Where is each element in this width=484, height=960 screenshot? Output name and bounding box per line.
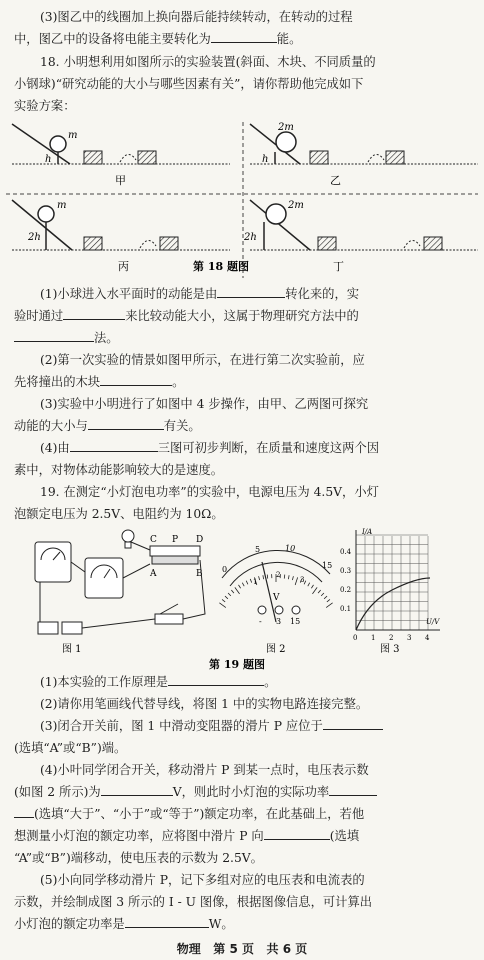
rheostat-label-p: P (172, 535, 179, 545)
circuit-figure (35, 530, 205, 655)
q18-p3-line2: 动能的大小与 有关。 (14, 419, 201, 433)
wood-block-moved (386, 151, 404, 164)
q18-intro-line3: 实验方案： (14, 99, 76, 113)
dial-inner-label-3: 3 (300, 576, 305, 584)
height-label: h (262, 154, 269, 165)
q19-p5-line3: 小灯泡的额定功率是 W。 (14, 917, 234, 931)
dial-tick (312, 587, 317, 593)
q19-figure-caption: 第 19 题图 (209, 658, 265, 671)
answer-blank[interactable] (14, 330, 94, 342)
wood-block (84, 151, 102, 164)
rheostat-label-c: C (150, 535, 157, 545)
mass-label: m (57, 200, 67, 211)
footer-page: 第 5 页 (213, 942, 254, 956)
q18-intro-line2: 小钢球)“研究动能的大小与哪些因素有关”，请你帮助他完成如下 (14, 77, 364, 91)
dial-tick (308, 583, 310, 587)
q19-p5-line2: 示数，并绘制成图 3 所示的 I - U 图像，根据图像信息，可计算出 (14, 895, 373, 909)
q19-p4-line5: “A”或“B”)端移动，使电压表的示数为 2.5V。 (14, 851, 263, 865)
dial-tick (295, 577, 297, 585)
rheostat-coil (152, 556, 198, 564)
dial-tick (238, 585, 240, 588)
q18-p2-line2: 先将撞出的木块 。 (14, 375, 185, 389)
switch-blade (160, 604, 178, 614)
dial-label-10: 10 (285, 544, 296, 553)
x-tick-4: 4 (425, 634, 430, 642)
q19-p4-line2: (如图 2 所示)为 V，则此时小灯泡的实际功率 (14, 784, 377, 800)
dial-tick (324, 596, 327, 599)
answer-blank[interactable] (70, 440, 158, 452)
dial-tick (326, 603, 332, 608)
dial-tick (284, 575, 285, 579)
panel-label: 乙 (330, 174, 341, 187)
wood-block (84, 237, 102, 250)
rheostat-label-d: D (196, 535, 204, 545)
dial-tick (288, 575, 289, 579)
mass-label: 2m (278, 122, 294, 133)
dial-tick (222, 599, 225, 602)
dial-tick (228, 593, 231, 596)
wood-block (318, 237, 336, 250)
q19-intro-line1: 19. 在测定“小灯泡电功率”的实验中，电源电压为 4.5V，小灯 (40, 485, 379, 499)
light-bulb (122, 530, 134, 542)
height-label: h (45, 154, 52, 165)
switch (155, 614, 183, 624)
answer-blank[interactable] (100, 374, 172, 386)
x-tick-2: 2 (389, 634, 394, 642)
q19-p4-line4: 想测量小灯泡的额定功率，应将图中滑片 P 向 (选填 (14, 829, 360, 843)
battery-cell (38, 622, 58, 634)
x-tick-1: 1 (371, 634, 376, 642)
dial-tick (292, 576, 293, 580)
fig1-caption: 图 1 (62, 644, 82, 655)
q18-p1-line1: (1)小球进入水平面时的动能是由 转化来的，实 (40, 287, 360, 301)
answer-blank[interactable] (88, 418, 164, 430)
steel-ball (276, 132, 296, 152)
battery-cell (62, 622, 82, 634)
height-label: 2h (28, 232, 41, 243)
q19-p1: (1)本实验的工作原理是 。 (40, 675, 277, 689)
dial-label-15: 15 (322, 561, 333, 570)
dial-label-0: 0 (222, 565, 228, 574)
dial-tick (321, 593, 324, 596)
q19-p2: (2)请你用笔画线代替导线，将图 1 中的实物电路连接完整。 (40, 697, 369, 711)
graph-grid (356, 535, 428, 630)
rheostat-label-a: A (150, 569, 157, 579)
panel-yi (250, 122, 478, 187)
x-tick-0: 0 (353, 634, 358, 642)
dial-inner-label-2: 2 (276, 571, 281, 579)
answer-blank-cont[interactable] (14, 806, 34, 818)
dial-tick (318, 590, 321, 593)
motion-arrow (404, 240, 420, 248)
dial-tick (231, 590, 234, 593)
answer-blank[interactable] (217, 286, 285, 298)
footer-total: 共 6 页 (266, 942, 308, 956)
panel-label: 甲 (115, 174, 126, 187)
terminal-negative (258, 606, 266, 614)
x-axis-label: U/V (426, 618, 440, 626)
dial-label-5: 5 (255, 545, 261, 554)
q18-p4-line1: (4)由 三图可初步判断，在质量和速度这两个因 (40, 441, 380, 455)
q17-p3-line2: 中，图乙中的设备将电能主要转化为 能。 (14, 32, 302, 46)
dial-tick (235, 587, 240, 593)
fig2-caption: 图 2 (266, 644, 286, 655)
answer-blank[interactable] (323, 718, 383, 730)
q18-p3-line1: (3)实验中小明进行了如图中 4 步操作，由甲、乙两图可探究 (40, 397, 369, 411)
q19-p4-line1: (4)小叶同学闭合开关，移动滑片 P 到某一点时，电压表示数 (40, 763, 369, 777)
y-tick-0.2: 0.2 (340, 586, 352, 594)
voltmeter-dial-figure (219, 544, 332, 655)
q18-figure (0, 118, 484, 290)
motion-arrow (120, 154, 136, 162)
terminal-15 (292, 606, 300, 614)
answer-blank[interactable] (125, 916, 209, 928)
wood-block-moved (160, 237, 178, 250)
mass-label: m (68, 130, 78, 141)
panel-ding (243, 200, 478, 273)
q19-p4-line3: (选填“大于”、“小于”或“等于”)额定功率，在此基础上，若他 (14, 806, 364, 822)
q19-p5-line1: (5)小向同学移动滑片 P，记下多组对应的电压表和电流表的 (40, 873, 365, 887)
dial-tick (219, 603, 225, 608)
q18-p2-line1: (2)第一次实验的情景如图甲所示，在进行第二次实验前，应 (40, 353, 365, 367)
iu-graph-figure (340, 528, 440, 655)
height-label: 2h (244, 232, 257, 243)
answer-blank[interactable] (168, 674, 264, 686)
answer-blank[interactable] (63, 308, 125, 320)
footer-subject: 物理 (176, 942, 201, 956)
panel-label: 丙 (118, 260, 129, 273)
answer-blank[interactable] (211, 31, 277, 43)
q18-intro-line1: 18. 小明想利用如图所示的实验装置(斜面、木块、不同质量的 (40, 55, 376, 69)
y-tick-0.1: 0.1 (340, 605, 352, 613)
dial-tick (327, 599, 330, 602)
q18-figure-caption: 第 18 题图 (193, 260, 249, 273)
steel-ball (50, 136, 66, 152)
dial-tick (246, 581, 248, 585)
dial-tick (263, 575, 264, 579)
panel-label: 丁 (333, 260, 344, 273)
page-footer (0, 940, 484, 957)
dial-tick (242, 583, 244, 587)
q19-figure (0, 522, 484, 672)
dial-tick (259, 576, 260, 580)
y-axis-label: I/A (362, 528, 373, 536)
wood-block (310, 151, 328, 164)
motion-arrow (368, 154, 384, 162)
q19-intro-line2: 泡额定电压为 2.5V、电阻约为 10Ω。 (14, 507, 224, 521)
dial-tick (225, 596, 228, 599)
q18-p1-line2: 验时通过 来比较动能大小，这属于物理研究方法中的 (14, 309, 359, 323)
x-tick-3: 3 (407, 634, 412, 642)
motion-arrow (140, 240, 156, 248)
answer-blank[interactable] (329, 784, 377, 796)
steel-ball (38, 206, 54, 222)
panel-jia (12, 124, 230, 187)
y-tick-0.4: 0.4 (340, 548, 352, 556)
dial-inner-label-1: 1 (253, 578, 258, 586)
wood-block-moved (138, 151, 156, 164)
fig3-caption: 图 3 (380, 644, 400, 655)
q19-p3-line2: (选填“A”或“B”)端。 (14, 741, 127, 755)
terminal-label-15: 15 (290, 617, 301, 626)
wood-block-moved (424, 237, 442, 250)
q17-p3-line1: (3)图乙中的线圈加上换向器后能持续转动，在转动的过程 (40, 10, 353, 24)
y-tick-0.3: 0.3 (340, 567, 352, 575)
q18-p1-line3: 法。 (14, 330, 119, 346)
terminal-label-negative: - (259, 617, 262, 626)
dial-unit: V (273, 593, 280, 603)
terminal-3 (275, 606, 283, 614)
answer-blank[interactable] (264, 828, 330, 840)
rheostat-label-b: B (196, 569, 203, 579)
dial-tick (267, 575, 268, 579)
steel-ball (266, 204, 286, 224)
mass-label: 2m (288, 200, 304, 211)
bulb-socket (125, 542, 131, 548)
answer-blank[interactable] (101, 784, 173, 796)
q18-p4-line2: 素中，对物体动能影响较大的是速度。 (14, 463, 224, 477)
dial-tick (250, 579, 251, 583)
terminal-label-3: 3 (276, 617, 282, 626)
dial-tick (311, 585, 313, 588)
q19-p3-line1: (3)闭合开关前，图 1 中滑动变阻器的滑片 P 应位于 (40, 718, 383, 734)
rheostat-bar (150, 546, 200, 556)
